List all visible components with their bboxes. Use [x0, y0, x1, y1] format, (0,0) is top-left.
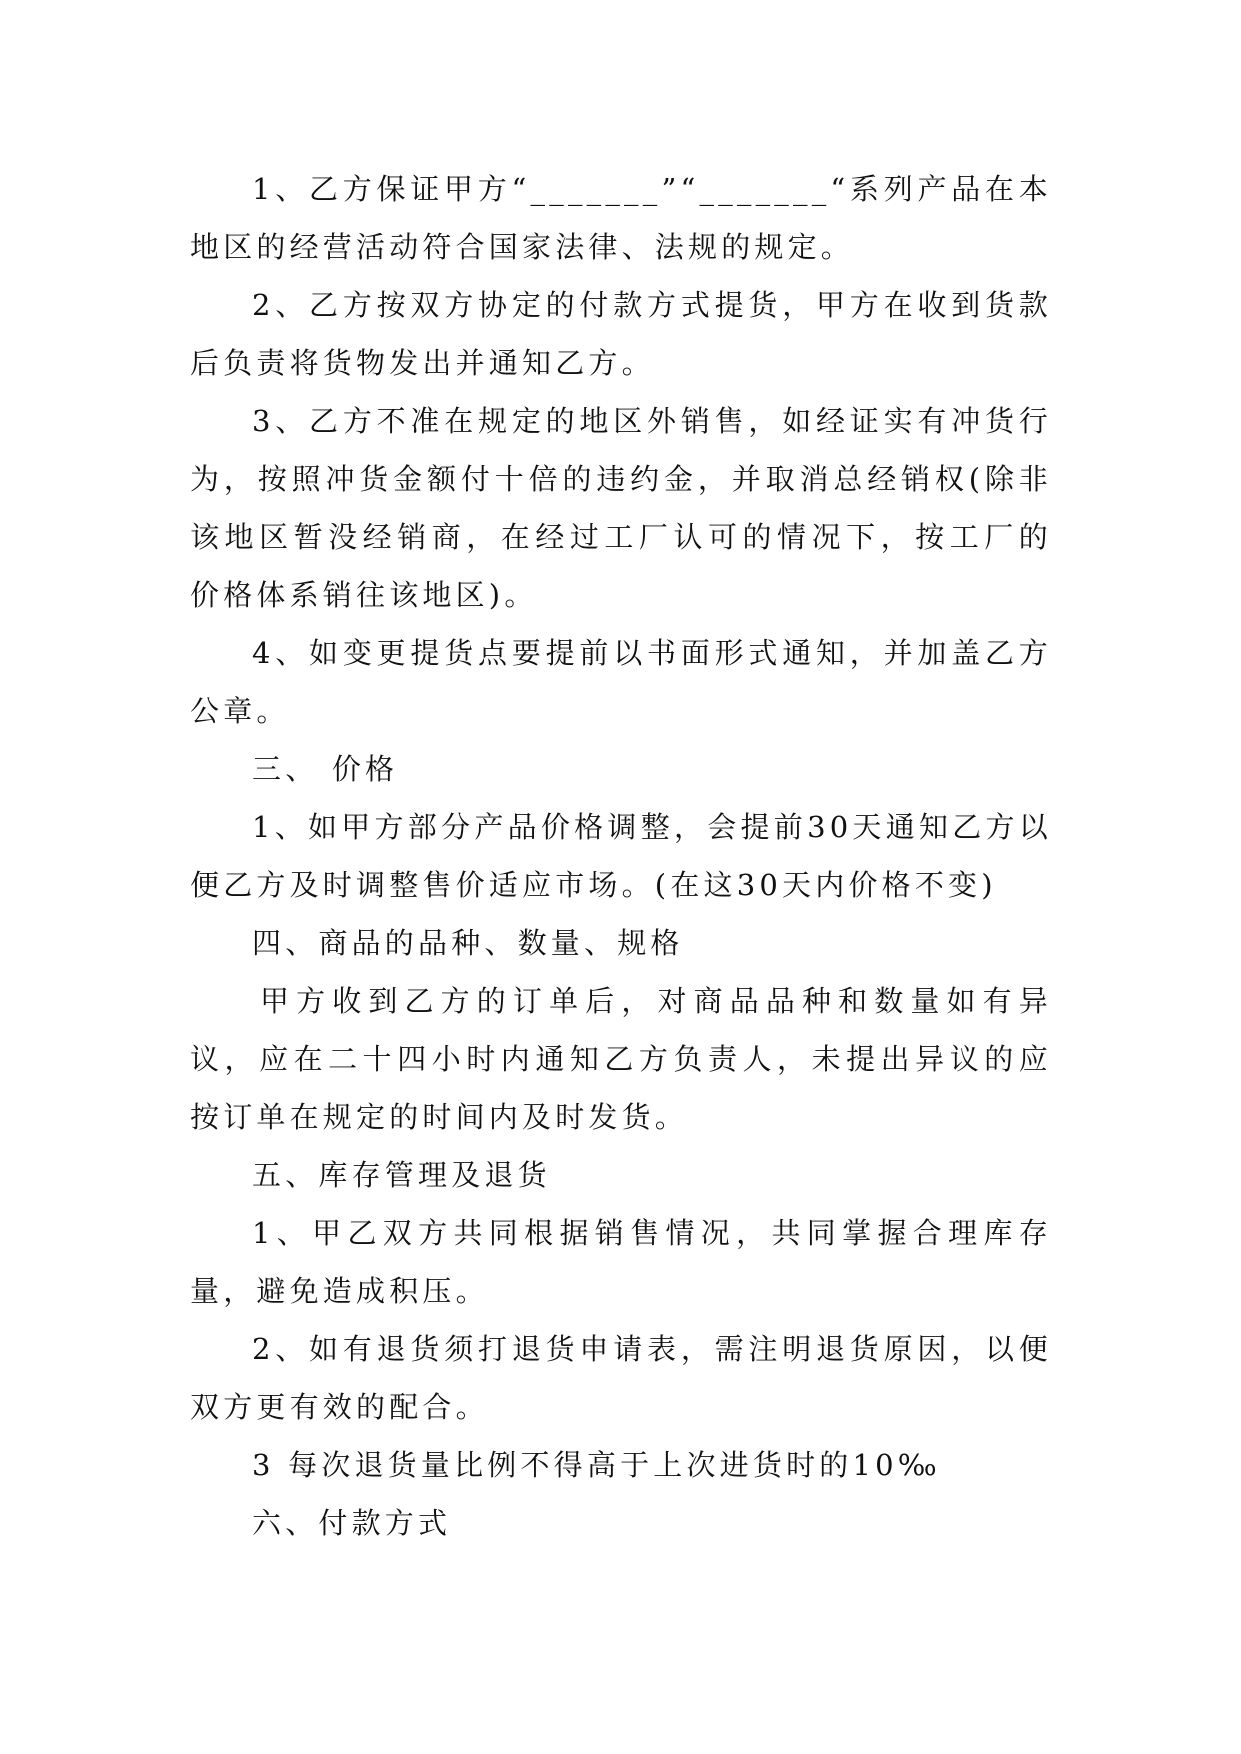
inventory-clause-2: 2、如有退货须打退货申请表，需注明退货原因，以便双方更有效的配合。 — [190, 1332, 1052, 1424]
section-heading-inventory: 五、库存管理及退货 — [252, 1158, 551, 1192]
clause-1-compliance: 1、乙方保证甲方“_______”“_______“系列产品在本地区的经营活动符合国家法律、法规的规定。 — [190, 172, 1052, 264]
clause-4-pickup-change: 4、如变更提货点要提前以书面形式通知，并加盖乙方公章。 — [190, 636, 1052, 728]
clause-2-delivery: 2、乙方按双方协定的付款方式提货，甲方在收到货款后负责将货物发出并通知乙方。 — [190, 288, 1052, 380]
clause-3-territory: 3、乙方不准在规定的地区外销售，如经证实有冲货行为，按照冲货金额付十倍的违约金，并取消总经销权(除非该地区暂没经销商，在经过工厂认可的情况下，按工厂的价格体系销往该地区)。 — [190, 404, 1052, 612]
section-heading-price: 三、 价格 — [252, 752, 399, 786]
price-clause-1: 1、如甲方部分产品价格调整，会提前30天通知乙方以便乙方及时调整售价适应市场。(在这30天内价格不变) — [190, 810, 1052, 902]
inventory-clause-3: 3 每次退货量比例不得高于上次进货时的10‰ — [252, 1448, 941, 1482]
section-heading-payment: 六、付款方式 — [252, 1506, 452, 1540]
goods-clause: 甲方收到乙方的订单后，对商品品种和数量如有异议，应在二十四小时内通知乙方负责人，未提出异议的应按订单在规定的时间内及时发货。 — [190, 984, 1052, 1134]
section-heading-goods: 四、商品的品种、数量、规格 — [252, 926, 684, 960]
document-body — [190, 160, 1052, 1552]
inventory-clause-1: 1、甲乙双方共同根据销售情况，共同掌握合理库存量，避免造成积压。 — [190, 1216, 1052, 1308]
